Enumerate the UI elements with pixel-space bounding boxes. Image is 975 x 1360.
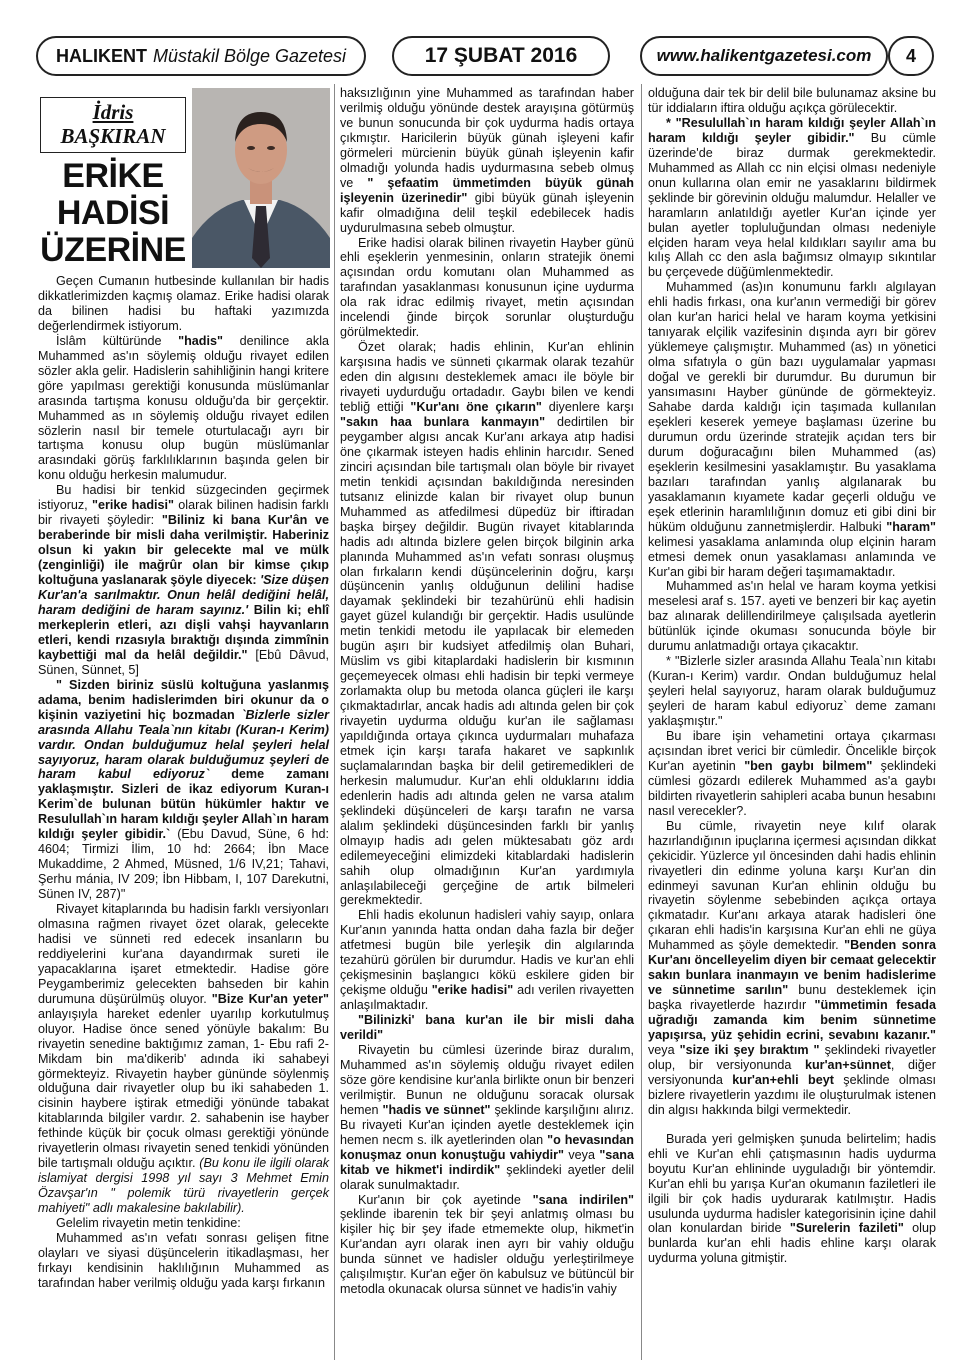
issue-date: 17 ŞUBAT 2016 [392, 36, 610, 76]
paragraph: * "Bizlerle sizler arasında Allahu Teala`nın kitabı (Kuran-ı Kerim) vardır. Ondan bulduğumuz helal şeyleri helal sayıyoruz, haram olarak bulduğumuz şeyleri de haram kabul ediyoruz` deme zamanı yaklaşmıştır." [648, 654, 936, 729]
paragraph: Bu ibare işin vehametini ortaya çıkarması açısından ibret verici bir cümledir. Öncelikle birçok Kur'an ayetinin "ben gaybı bilmem" şeklindeki cümlesi gözardı edilerek Muhammed as'a gaybı bildirten rivayetlerin sahipleri acaba bunun hesabını nasıl verecekler?. [648, 728, 936, 818]
column-divider [641, 84, 642, 1360]
paragraph: Kur'anın bir çok ayetinde "sana indirilen" şeklinde ibarenin tek bir şeyi anlatmış olması bu kişiler hiç bir şey ifade etmemekte olup, hikmet'in Kur'andan ayrı olarak inen ayrı bir vahiy olduğu bunda sünnet ve hadisler olduğu yerleştirilmeye çalışılmıştır. Kur'an eğer ön kabulsuz ve bütüncül bir metodla okunacak olursa sünnet ve hadis'in vahiy [340, 1192, 635, 1297]
headline-line: HADİSİ [56, 194, 170, 232]
paragraph: Bu hadisi bir tenkid süzgecinden geçirmek istiyoruz, "erike hadisi" olarak bilinen hadisin farklı bir rivayeti şöyledir: "Biliniz ki bana Kur'ân ve beraberinde bir misli daha verilmiştir. Haberiniz olsun ki yakın bir gelecekte mal ve mülk (zenginliği) ile mağrûr olan bir kimse çıkıp koltuğuna yaslanarak şöyle diyecek: 'Size düşen Kur'an'a sarılmaktır. Onun helâl dediğini helâl, haram dediğini de haram sayınız.' Bilin ki; ehlî merkeplerin etleri, azı dişli vahşi hayvanların etleri, kendi rızasıyla bıraktığı dışında zimmînin kaybettiği mal da helâl değildir." [Ebû Dâvud, Sünen, Sünnet, 5] [38, 483, 330, 677]
paragraph: Özet olarak; hadis ehlinin, Kur'an ehlinin karşısına hadis ve sünneti çıkarmak olarak tezahür eden din algısını desteklemek amacı ile böyle bir rivayeti uydurduğu ortadadır. Gaybı bilen ve kendi tebliğ ettiği "Kur'anı öne çıkarın" diyenlere karşı "sakın haa bunlara kanmayın" dedirtilen bir peygamber algısı ancak Kur'anı arkaya atıp hadisi öne çıkarmak isteyen hadis ehlinin harcıdır. Sened zinciri açısından bile tartışmalı olan böyle bir rivayet metin tenkidi açısından bakıldığında neresinden tutsanız elinizde kalan bir rivayet olup bunun Muhammed as atfedilmesi düpedüz bir iftiradan başka birşey değildir. Bugün rivayet kitablarında hadis adı altında bizlere gelen birçok bilginin arka planında Muhammed as'ın vefatı sonrası oluşmuş olan fırkaların kendi düşüncelerinin doğru, karşı düşüncenin yanlış olduğunun delilini hadise dayamak şeklindeki bir tezahürünü ehli hadisin gayet güzel kulandığı bir gerçektir. Hadis usulünde metin tenkidi metodu ile yapılacak bir elemeden bugün aşırı bir kudsiyet atfedilmiş olan Buhari, Müslim vs gibi kitaplardaki hadislerin bir kısmının geçemeyecek olması ehli hadisin bir tepki vermeye zorlamakta olup bu metoda olanca güçleri ile karşı çıkmaktadırlar, ancak hadis adı altında gelen bir çok rivayetin uydurma olduğu kur'an ile sağlaması yapıldığında ortaya çıkınca uydurmaları muhafaza etmek için karşı tarafa hakaret ve sapkınlık suçlamalarından başka bir delil getiremedikleri de herkesin malumudur. Kur'an ehli olduklarını iddia edenlerin hadis adı altında gelen ne varsa atalım şeklindeki düşünceleri de karşı tarafın ne varsa alalım şeklindeki düşüncesinden farklı bir yanlış olmayıp hadis adı gelen müktesabatı göz ardı edilemeyeceğini elimizdeki kitablardaki hadislerin sahih olup olmadığının Kur'an yardımıyla anlaşılabileceği gerçeğine de artık bilmeleri gerekmektedir. [340, 340, 634, 908]
paragraph: İslâm kültüründe "hadis" denilince akla Muhammed as'ın söylemiş olduğu rivayet edilen sözler akla gelir. Hadislerin sahihliğinin hangi kritere göre yapılması gerektiği konusunda müslümanlar arasında tartışma konusu olduğu'da bir gerçektir. Muhammed as ın söylemiş olduğu rivayet edilen sözlerin nasıl bir temele oturtulacağı ayrı bir tartışma konusu olup bugün müslümanlar arasındaki görüş farklılıklarının başında gelen bir konu olduğu herkesin malumudur. [38, 333, 329, 483]
newspaper-name: HALIKENT [55, 45, 147, 66]
article-headline [38, 158, 188, 269]
headline-line: ERİKE [62, 157, 164, 195]
newspaper-subtitle: Müstakil Bölge Gazetesi [152, 45, 347, 66]
paragraph: Muhammed (as)ın konumunu farklı algılayan ehli hadis fırkası, ona kur'anın vermediği bir görev olan kur'an harici helal ve haram koyma yetkisini tanıyarak elçilik vazifesinin dışında ayrı bir görev yüklemeye çalışmıştır. Muhammed (as) ın yönetici olma sıfatıyla o gün bazı uygulamalar yapması doğal ve gerekli bir durumdur. Bu durumun bir yansımasını Hayber gününde de görmekteyiz. Sahabe darda kaldığı için taşımada kullanılan eşekleri keserek yemeye başlaması üzerine bu durumun ordu üzerinde stratejik açıdan ters bir durum doğuracağını bilen Muhammed (as) eşeklerin kesilmesini yasaklamıştır. Bu yasaklama bazıları tarafından yanlış algılanarak bu yasaklamanın kıyamete kadar geçerli olduğu ve eşek etlerinin haramlılığının domuz eti gibi dini bir hüküm olduğunu zannetmişlerdir. Halbuki "haram" kelimesi yasaklama anlamında olup elçinin haram etmesi demek onun yasaklaması anlamında ve Kur'an gibi bir haram değeri taşımamaktadır. [648, 280, 936, 579]
author-last-name: BAŞKIRAN [60, 124, 166, 148]
article-column-1 [38, 274, 329, 1291]
column-divider [334, 84, 335, 1360]
paragraph: Geçen Cumanın hutbesinde kullanılan bir hadis dikkatlerimizden kaçmış olamaz. Erike hadisi olarak da bilinen hadisi bu haftaki yazımızda değerlendirmek istiyorum. [38, 274, 329, 333]
website-url: www.halikentgazetesi.com [640, 36, 888, 76]
newspaper-name-banner [36, 36, 366, 76]
hadith-quote: "Bilinizki' bana kur'an ile bir misli daha verildi" [340, 1013, 634, 1043]
paragraph: Burada yeri gelmişken şunuda belirtelim; hadis ehli ve Kur'an ehli çatışmasının hadis uydurma boyutu Kur'an ehlininde uyguladığı bir yöntemdir. Kur'an ehli bu yarışa Kur'an okumanın faziletleri ile ilgili bir çok hadis uydurarak katılmıştır. Hadis usulunda uydurma hadisler kategorisinin içine dahil olan konulardan biride "Surelerin fazileti" olup bunlarda kur'an ehli hadis ehline karşı olarak uydurma yoluna gitmiştir. [648, 1131, 936, 1266]
paragraph: Muhammed as'ın helal ve haram koyma yetkisi meselesi araf s. 157. ayeti ve benzeri bir kaç ayetin baz alınarak delillendirilmeye çalışılsada ayetlerin bütünlük içinde okuması sonucunda böyle bir durumu anlatmadığı ortaya çıkacaktır. [648, 579, 936, 654]
paragraph: Gelelim rivayetin metin tenkidine: [56, 1216, 241, 1231]
paragraph: Erike hadisi olarak bilinen rivayetin Hayber günü ehli eşeklerin yenmesinin, onların stratejik önemi açısından ordu komutanı olan Muhammed as tarafından yasaklanması konusunun içine uydurma ola rak idrac edilmiş rivayet, metin açısından incelendi ğinde birçok sorunlar oluşturduğu görülmektedir. [340, 235, 634, 340]
page-number: 4 [888, 36, 934, 76]
author-photo [192, 88, 330, 268]
hadith-quote: " Sizden biriniz süslü koltuğuna yaslanmış adama, benim hadislerimden biri okunur da o kişinin vaziyetini hiç bozmadan `Bizlerle sizler arasında Allahu Teala`nın kitabı (Kuran-ı Kerim) vardır. Ondan bulduğumuz helal şeyleri helal sayıyoruz, haram olarak bulduğumuz şeyleri de haram kabul ediyoruz` deme zamanı yaklaşmıştır. Sizleri de ikaz ediyorum Kuran-ı Kerim`de bulunan bütün hükümler haktır ve Resulullah`ın haram kıldığı şeyler Allah`ın haram kıldığı şeyler gibidir.` (Ebu Davud, Süne, 6 hd: 4604; Tirmizi İlim, 10 hd: 2664; İbn Mace Mukaddime, 2 Ahmed, Müsned, 1/6 IV,21; Tahavi, Şerhu mánia, IV 209; İbn Hibbam, I, 107 Darekutni, Sünen IV, 287)" [38, 677, 330, 902]
paragraph: Muhammed as'ın vefatı sonrası gelişen fitne olayları ve siyasi düşüncelerin itikadlaşması, her fırkayı kendisinin haklılığının Muhammed as tarafından haber verilmiş olduğu yada karşı fırkanın [38, 1231, 329, 1290]
paragraph: olduğuna dair tek bir delil bile bulunamaz aksine bu tür iddiaların iftira olduğu açıkça görülecektir. [648, 86, 936, 115]
author-byline [40, 97, 186, 153]
paragraph: Rivayetin bu cümlesi üzerinde biraz duralım, Muhammed as'ın söylemiş olduğu rivayet edilen söze göre kendisine kur'anla birlikte onun bir benzeri verilmiştir. Bunun ne olduğunu soracak olursak hemen "hadis ve sünnet" şeklinde karşılığını alırız. Bu rivayeti Kur'an içinden ayetle desteklemek için hemen necm s. ilk ayetlerinden olan "o hevasından konuşmaz onun konuştuğu vahiydir" veya "sana kitab ve hikmet'i indirdik" şeklindeki ayetler delil olarak sunulmaktadır. [340, 1043, 634, 1192]
paragraph: Ehli hadis ekolunun hadisleri vahiy sayıp, onlara Kur'anın yanında hatta ondan daha fazla bir değer atfetmesi bugün bile yerleşik din algılarında tezahürü görülen bir durumdur. Hadis ve kur'an ehli çekişmesinin başlangıcı kökü eskilere giden bir çekişme olduğu "erike hadisi" adı verilen rivayetten anlaşılmaktadır. [340, 908, 634, 1013]
author-first-name: İdris [92, 100, 134, 124]
article-column-2 [340, 86, 634, 1297]
paragraph: Rivayet kitaplarında bu hadisin farklı versiyonları olmasına rağmen rivayet özet olarak, gelecekte hadisi ve sünneti red edecek insanların bu reddiyelerini kur'ana dayandırmak sureti ile yapacaklarına işaret etmektedir. Hadise göre Peygamberimiz gelecekten bahseden bir kahin durumuna düşürülmüş oluyor. "Bize Kur'an yeter" anlayışıyla hareket edenler uyarılıp korkutulmuş oluyor. Hadise önce sened yönüyle bakalım: Bu rivayetin senedine baktığımız zaman, 1- Ebu rafi 2- Mikdam bin ma'dikerib' adında iki sahabeyi görmekteyiz. Rivayetin hayber gününde söylenmiş olduğuna dair rivayetler olup bu iki sahabeden 1. cisinin haybere iştirak etmediği yönünde tabakat kitablarında bilgiler vardır. 2. sahabenin ise hayber fethinde küçük bir çocuk olması gerektiği yönünde rivayetlerin olması rivayetin sened tenkidi yönünden bile tartışmalı olduğu açıktır. (Bu konu ile ilgili olarak islamiyat dergisi 1998 yıl sayı 3 Mehmet Emin Özavşar'ın " polemik türü rivayetlerin gerçek mahiyeti" adlı makalesine bakılabilir). [38, 902, 329, 1216]
author-portrait-drawing [192, 88, 330, 268]
headline-line: ÜZERİNE [40, 231, 186, 269]
paragraph: * "Resulullah`ın haram kıldığı şeyler Allah`ın haram kıldığı şeyler gibidir." Bu cümle üzerinde'de biraz durmak gerekmektedir. Muhammed as Allah cc nin elçisi olması nedeniyle onun kullarına olan emir ne yasaklarını bildirmek şeklinde bir görevinin olduğu malumdur. Helaller ve haramların anlatıldığı ayetler Kur'an içinde yer bulan ayetler topluluğundan olması nedeniyle elçiden haram veya helal kıldıkları sayılır ama bu kılış Allah cc den asla bağımsız olmayıp sıkıntılar bu çerçevede düğümlenmektedir. [648, 115, 936, 280]
paragraph: Bu cümle, rivayetin neye kılıf olarak hazırlandığının ipuçlarına içermesi açısından dikkat çekicidir. Yüzlerce yıl öncesinden dahi hadis ehlinin rivayetleri din edinme yoluna karşı Kur'an din edinmeyi savunan Kur'an ehlinin olduğu bu rivayetin söylenme sebebinden açıkça ortaya çıkmatadır. Kur'anı arkaya atarak hadisleri öne çıkaran ehli hadis'in karşısına Kur'an ehli ne güya Muhammed as şöyle demektedir. "Benden sonra Kur'anı öncelleyelim diyen bir cemaat gelecektir sakın bunlara inanmayın ve benim hadislerime ve sünnetime sarılın" bunu desteklemek için başka rivayetlerde hazırdır "ümmetimin fesada uğradığı zamanda kim benim sünnetime yapışırsa, yüz şehidin ecrini, sevabını kazanır." veya "size iki şey bıraktım " şeklindeki rivayetler olup, bir versiyonunda kur'an+sünnet, diğer versiyonunda kur'an+ehli beyt şeklinde olması bizlere rivayetlerin yazdımı ile oluşturulmak istenen din algısı hakkında bilgi vermektedir. [648, 818, 937, 1117]
article-column-3 [648, 86, 936, 1266]
paragraph: haksızlığının yine Muhammed as tarafından haber verilmiş olduğu yönünde destek arayışına götürmüş ve bunun sonucunda bir çok uydurma hadis ortaya çıkmıştır. Haricilerin büyük günah işleyeni kafir görmeleri mürcienin büyük günah işleyenin kafir olmadığı yolunda hadis uydurmasına sebeb olmuş ve " şefaatim ümmetimden büyük günah işleyenin üzerinedir" gibi büyük günah işleyenin kafir olmadığına delil teşkil edebilecek hadis uydurulmasına sebeb olmuştur. [340, 86, 634, 235]
